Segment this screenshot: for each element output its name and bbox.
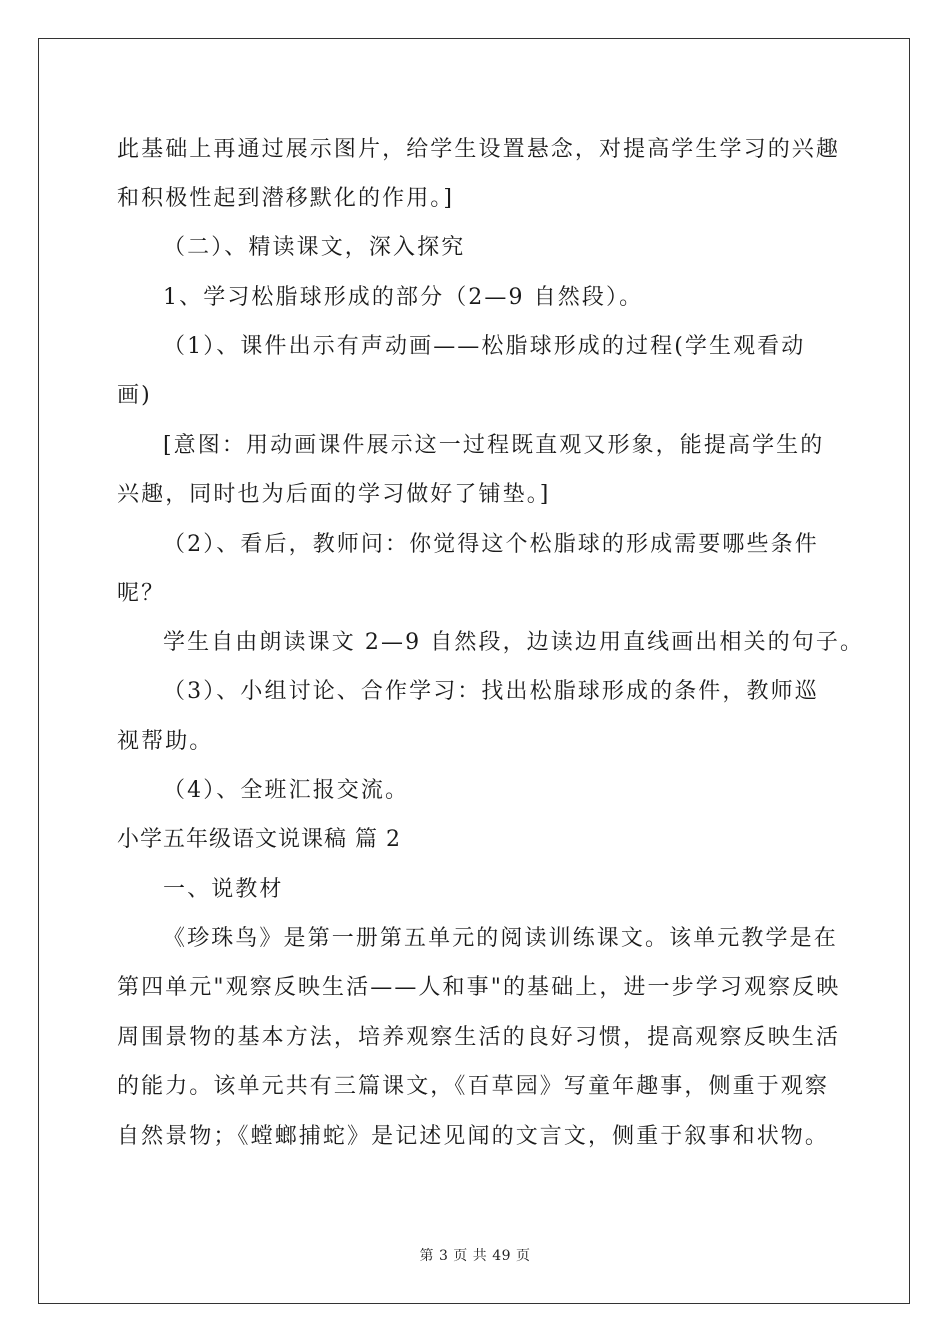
text-line: （1）、课件出示有声动画——松脂球形成的过程(学生观看动 [163,334,806,359]
text-line: 呢？ [117,581,166,606]
text-line: 学生自由朗读课文 2—9 自然段，边读边用直线画出相关的句子。 [163,630,865,655]
page-border [38,38,910,1304]
text-line: 第四单元"观察反映生活——人和事"的基础上，进一步学习观察反映 [117,975,841,1000]
text-line: 此基础上再通过展示图片，给学生设置悬念，对提高学生学习的兴趣 [117,137,841,162]
text-line: （4）、全班汇报交流。 [163,778,410,803]
page-footer: 第 3 页 共 49 页 [419,1248,531,1264]
text-line: 的能力。该单元共有三篇课文，《百草园》写童年趣事，侧重于观察 [117,1074,830,1099]
article-title: 小学五年级语文说课稿 篇 2 [117,827,401,852]
section-heading: （二）、精读课文，深入探究 [163,235,466,260]
text-line: 周围景物的基本方法，培养观察生活的良好习惯，提高观察反映生活 [117,1025,841,1050]
text-line: 视帮助。 [117,729,214,754]
text-line: （2）、看后，教师问：你觉得这个松脂球的形成需要哪些条件 [163,532,819,557]
subsection-heading: 1、学习松脂球形成的部分（2—9 自然段）。 [163,285,644,310]
text-line: （3）、小组讨论、合作学习：找出松脂球形成的条件，教师巡 [163,679,819,704]
text-line: [意图：用动画课件展示这一过程既直观又形象，能提高学生的 [163,433,825,458]
section-heading: 一、说教材 [163,877,284,902]
text-line: 兴趣，同时也为后面的学习做好了铺垫。] [117,482,551,507]
text-line: 画) [117,383,152,408]
text-line: 《珍珠鸟》是第一册第五单元的阅读训练课文。该单元教学是在 [163,926,838,951]
text-line: 自然景物；《螳螂捕蛇》是记述见闻的文言文，侧重于叙事和状物。 [117,1124,830,1149]
text-line: 和积极性起到潜移默化的作用。] [117,186,455,211]
